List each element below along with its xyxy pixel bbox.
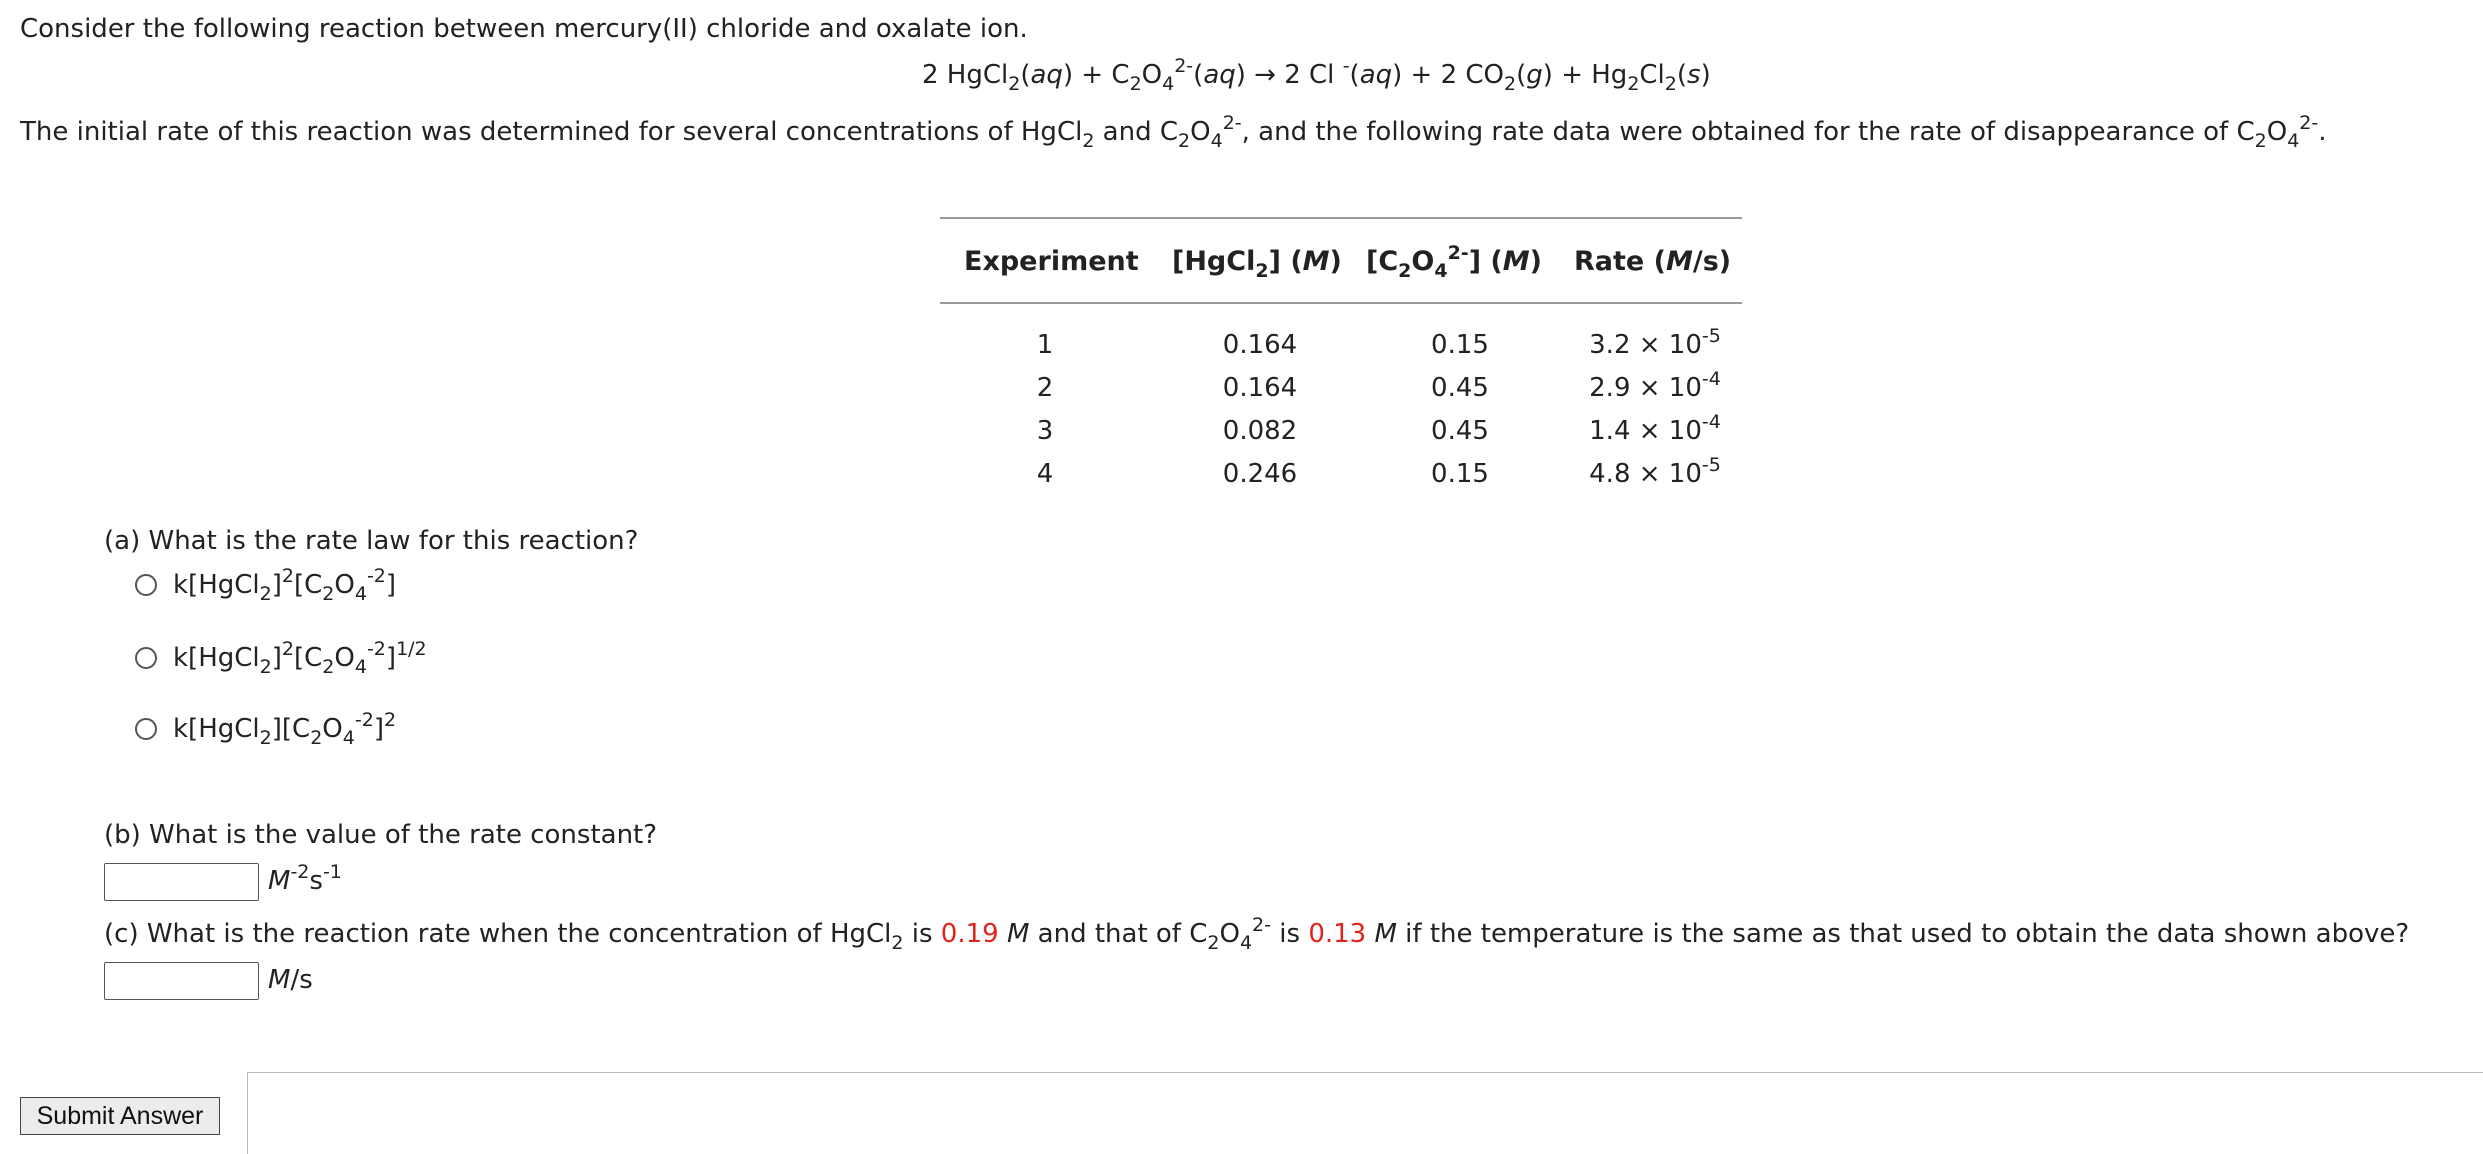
cell-exp-4: 4: [1036, 459, 1054, 489]
given-hgcl2-value: 0.19: [940, 919, 999, 949]
footer-divider: [247, 1072, 2483, 1073]
footer-divider-vertical: [247, 1072, 248, 1154]
rate-law-option-2[interactable]: [135, 638, 427, 678]
rate-constant-input[interactable]: [104, 863, 259, 901]
header-oxalate: $[C_2O_4^{2-}]$ (M): [1366, 242, 1542, 282]
question-a-label: (a) What is the rate law for this reaction?: [104, 526, 639, 556]
reaction-rate-unit: M/s: [268, 965, 313, 995]
option-1-label: $k[HgCl_2]^2[C_2O_4^{-2}]$: [173, 565, 397, 605]
rate-constant-unit: $M^{-2}s^{-1}$: [268, 861, 342, 896]
question-b-label: (b) What is the value of the rate constant?: [104, 820, 658, 850]
reaction-equation: 2 HgCl$_2$(aq) + $C_2O_4^{2-}(aq) \to 2$ Cl -(aq) + 2 $CO_2(g) + Hg_2Cl_2(s)$: [922, 55, 1711, 95]
table-header-rule: [940, 302, 1742, 304]
table-top-rule: [940, 217, 1742, 219]
header-hgcl2: [HgCl$_2$] (M): [1172, 246, 1342, 282]
option-2-label: $k[HgCl_2]^2[C_2O_4^{-2}]^{1/2}$: [173, 638, 427, 678]
radio-button[interactable]: [135, 647, 157, 669]
cell-exp-3: 3: [1036, 416, 1054, 446]
description-text: The initial rate of this reaction was determined for several concentrations of HgCl$_2$ and $C_2O_4^{2-}$, and the following rate data were obtained for the rate of disappearance of $C_2O_4^{2-}$.: [20, 112, 2327, 152]
header-rate: Rate (M/s): [1574, 246, 1732, 277]
cell-hgcl2-3: 0.082: [1222, 416, 1298, 446]
intro-text: Consider the following reaction between mercury(II) chloride and oxalate ion.: [20, 14, 1028, 44]
cell-rate-3: $1.4 \times 10^{-4}$: [1589, 411, 1721, 446]
cell-hgcl2-1: 0.164: [1222, 330, 1298, 360]
rate-law-option-3[interactable]: [135, 709, 397, 749]
cell-hgcl2-4: 0.246: [1222, 459, 1298, 489]
cell-exp-2: 2: [1036, 373, 1054, 403]
given-oxalate-value: 0.13: [1308, 919, 1367, 949]
radio-button[interactable]: [135, 574, 157, 596]
cell-hgcl2-2: 0.164: [1222, 373, 1298, 403]
rate-law-option-1[interactable]: [135, 565, 397, 605]
question-c-label: (c) What is the reaction rate when the concentration of HgCl$_2$ is 0.19 M and that of $C_2O_4^{2-}$ is 0.13 M if the temperature is the same as that used to obtain the data shown above?: [104, 914, 2410, 954]
cell-ox-1: 0.15: [1431, 330, 1489, 360]
cell-ox-4: 0.15: [1431, 459, 1489, 489]
header-experiment: Experiment: [964, 246, 1139, 277]
cell-rate-2: $2.9 \times 10^{-4}$: [1589, 368, 1721, 403]
submit-answer-button[interactable]: Submit Answer: [20, 1097, 220, 1135]
cell-ox-2: 0.45: [1431, 373, 1489, 403]
cell-exp-1: 1: [1036, 330, 1054, 360]
radio-button[interactable]: [135, 718, 157, 740]
cell-rate-4: $4.8 \times 10^{-5}$: [1589, 454, 1721, 489]
reaction-rate-input[interactable]: [104, 962, 259, 1000]
cell-ox-3: 0.45: [1431, 416, 1489, 446]
cell-rate-1: $3.2 \times 10^{-5}$: [1589, 325, 1721, 360]
option-3-label: $k[HgCl_2][C_2O_4^{-2}]^2$: [173, 709, 397, 749]
